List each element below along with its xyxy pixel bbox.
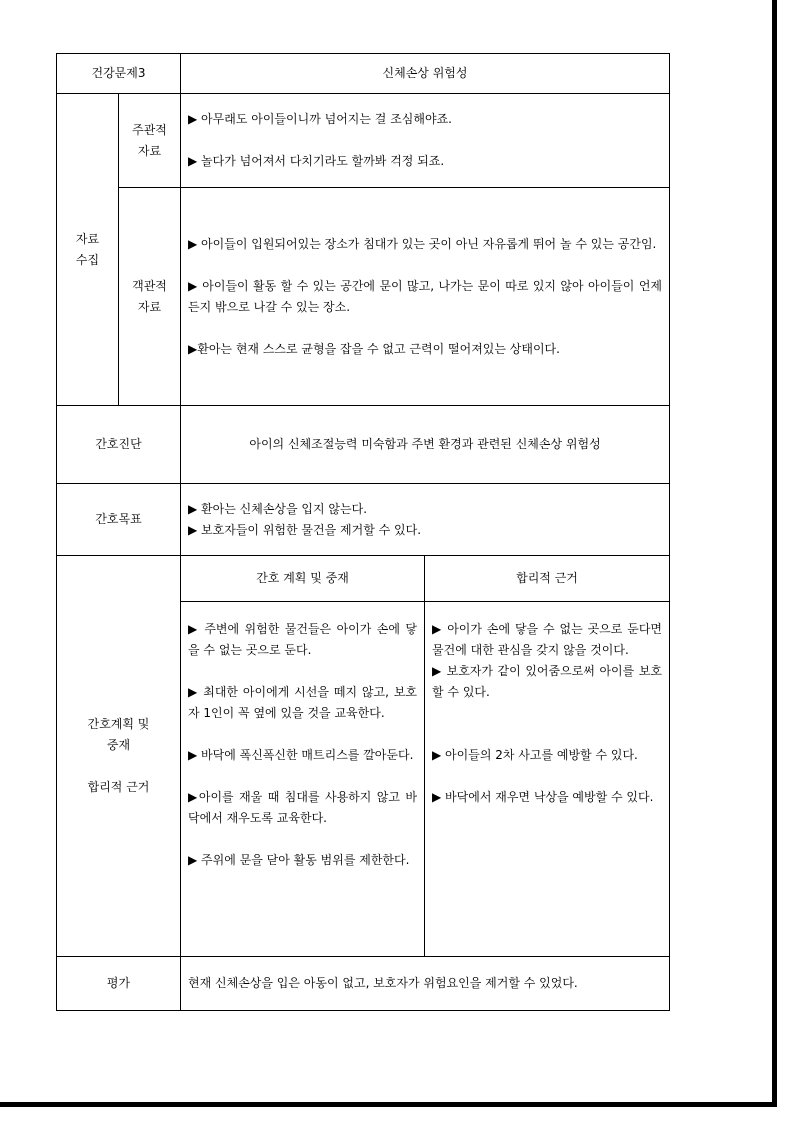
intervention-item: ▶ 주변에 위험한 물건들은 아이가 손에 닿을 수 없는 곳으로 둔다. bbox=[188, 622, 418, 657]
intervention-item: ▶ 주위에 문을 닫아 활동 범위를 제한한다. bbox=[188, 853, 410, 867]
subjective-data-content bbox=[181, 94, 670, 188]
subjective-data-label: 주관적 자료 bbox=[119, 94, 181, 188]
rationale-content bbox=[425, 602, 670, 957]
page-frame-bottom bbox=[0, 1102, 777, 1107]
objective-item: ▶환아는 현재 스스로 균형을 잡을 수 없고 근력이 떨어져있는 상태이다. bbox=[188, 341, 560, 356]
rationale-column-header: 합리적 근거 bbox=[425, 556, 670, 602]
interventions-content bbox=[181, 602, 425, 957]
subjective-item: ▶ 아무래도 아이들이니까 넘어지는 걸 조심해야죠. bbox=[188, 112, 452, 126]
problem-title: 신체손상 위험성 bbox=[181, 54, 670, 94]
plan-header-row bbox=[57, 556, 670, 602]
objective-item: ▶ 아이들이 입원되어있는 장소가 침대가 있는 곳이 아닌 자유롭게 뛰어 놀 수 있는 공간임. bbox=[188, 236, 657, 251]
objective-data-row bbox=[57, 188, 670, 406]
objective-data-label: 객관적 자료 bbox=[119, 188, 181, 406]
rationale-item: ▶ 아이들의 2차 사고를 예방할 수 있다. bbox=[432, 748, 638, 762]
goals-label: 간호목표 bbox=[57, 484, 181, 556]
evaluation-row bbox=[57, 957, 670, 1011]
page-frame-right bbox=[772, 0, 777, 1107]
evaluation-label: 평가 bbox=[57, 957, 181, 1011]
goals-content bbox=[181, 484, 670, 556]
goal-item: ▶ 환아는 신체손상을 입지 않는다. bbox=[188, 501, 368, 516]
objective-item: ▶ 아이들이 활동 할 수 있는 공간에 문이 많고, 나가는 문이 따로 있지 않아 아이들이 언제든지 밖으로 나갈 수 있는 장소. bbox=[188, 278, 663, 314]
diagnosis-row bbox=[57, 406, 670, 484]
plan-label: 간호계획 및 중재 합리적 근거 bbox=[57, 556, 181, 957]
objective-data-content bbox=[181, 188, 670, 406]
subjective-item: ▶ 놀다가 넘어져서 다치기라도 할까봐 걱정 되죠. bbox=[188, 154, 445, 168]
rationale-item: ▶ 보호자가 같이 있어줌으로써 아이를 보호할 수 있다. bbox=[432, 664, 663, 699]
rationale-item: ▶ 바닥에서 재우면 낙상을 예방할 수 있다. bbox=[432, 790, 654, 804]
goals-row bbox=[57, 484, 670, 556]
diagnosis-text: 아이의 신체조절능력 미숙함과 주변 환경과 관련된 신체손상 위험성 bbox=[181, 406, 670, 484]
nursing-care-plan-table bbox=[56, 53, 670, 1011]
goal-item: ▶ 보호자들이 위험한 물건을 제거할 수 있다. bbox=[188, 522, 422, 537]
intervention-item: ▶아이를 재울 때 침대를 사용하지 않고 바닥에서 재우도록 교육한다. bbox=[188, 790, 418, 825]
problem-label: 건강문제3 bbox=[57, 54, 181, 94]
interventions-column-header: 간호 계획 및 중재 bbox=[181, 556, 425, 602]
diagnosis-label: 간호진단 bbox=[57, 406, 181, 484]
intervention-item: ▶ 바닥에 폭신폭신한 매트리스를 깔아둔다. bbox=[188, 748, 414, 762]
rationale-item: ▶ 아이가 손에 닿을 수 없는 곳으로 둔다면 물건에 대한 관심을 갖지 않을 것이다. bbox=[432, 622, 663, 657]
problem-row bbox=[57, 54, 670, 94]
intervention-item: ▶ 최대한 아이에게 시선을 떼지 않고, 보호자 1인이 꼭 옆에 있을 것을 교육한다. bbox=[188, 685, 418, 720]
evaluation-text: 현재 신체손상을 입은 아동이 없고, 보호자가 위험요인을 제거할 수 있었다. bbox=[181, 957, 670, 1011]
data-collection-label: 자료 수집 bbox=[57, 94, 119, 406]
subjective-data-row bbox=[57, 94, 670, 188]
